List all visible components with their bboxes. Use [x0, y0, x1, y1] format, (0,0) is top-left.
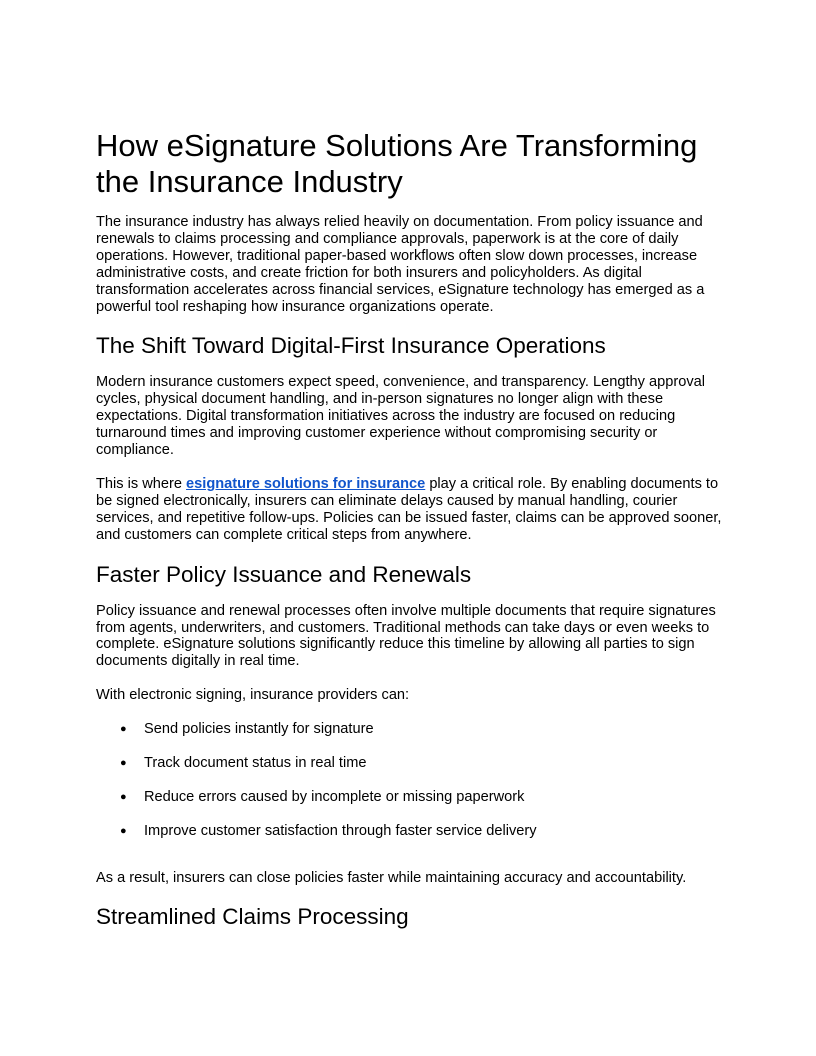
esignature-solutions-link[interactable]: esignature solutions for insurance	[186, 475, 426, 492]
section-heading-claims-processing: Streamlined Claims Processing	[96, 904, 409, 930]
page-title: How eSignature Solutions Are Transforming the Insurance Industry	[96, 128, 698, 199]
list-item	[96, 789, 722, 806]
intro-paragraph: The insurance industry has always relied heavily on documentation. From policy issuance and renewals to claims processing and compliance approvals, paperwork is at the core of daily operations. However, traditional paper-based workflows often slow down processes, increase administrative costs, and create friction for both insurers and policyholders. As digital transformation accelerates across financial services, eSignature technology has emerged as a powerful tool reshaping how insurance organizations operate.	[96, 214, 705, 315]
paragraph-text: play a critical role. By enabling documents to be signed electronically, insurers can eliminate delays caused by manual handling, courier services, and repetitive follow-ups. Policies can be issued faster, claims can be approved sooner, and customers can complete critical steps from anywhere.	[96, 475, 722, 543]
section-heading-policy-issuance: Faster Policy Issuance and Renewals	[96, 561, 472, 587]
result-paragraph: As a result, insurers can close policies faster while maintaining accuracy and accountability.	[96, 869, 687, 886]
document-page	[96, 128, 722, 945]
list-item-text: Reduce errors caused by incomplete or missing paperwork	[144, 788, 525, 805]
bullet-icon: ●	[120, 824, 127, 837]
policy-issuance-paragraph: Policy issuance and renewal processes often involve multiple documents that require signatures from agents, underwriters, and customers. Traditional methods can take days or even weeks to complete. eSignature solutions significantly reduce this timeline by allowing all parties to sign documents digitally in real time.	[96, 602, 716, 670]
bullet-icon: ●	[120, 723, 127, 736]
section-heading-digital-first: The Shift Toward Digital-First Insurance Operations	[96, 333, 606, 359]
providers-can-paragraph: With electronic signing, insurance providers can:	[96, 687, 410, 704]
digital-first-paragraph: Modern insurance customers expect speed, convenience, and transparency. Lengthy approval cycles, physical document handling, and in-person signatures no longer align with these expectations. Digital transformation initiatives across the industry are focused on reducing turnaround times and improving customer experience without compromising security or compliance.	[96, 374, 705, 459]
list-item	[96, 721, 722, 738]
bullet-icon: ●	[120, 790, 127, 803]
list-item-text: Send policies instantly for signature	[144, 721, 374, 738]
list-item	[96, 755, 722, 772]
benefits-list	[96, 721, 722, 839]
paragraph-text: This is where	[96, 475, 187, 492]
list-item	[96, 823, 722, 840]
list-item-text: Track document status in real time	[144, 754, 367, 771]
esignature-role-paragraph	[96, 476, 722, 544]
list-item-text: Improve customer satisfaction through faster service delivery	[144, 822, 537, 839]
bullet-icon: ●	[120, 756, 127, 769]
